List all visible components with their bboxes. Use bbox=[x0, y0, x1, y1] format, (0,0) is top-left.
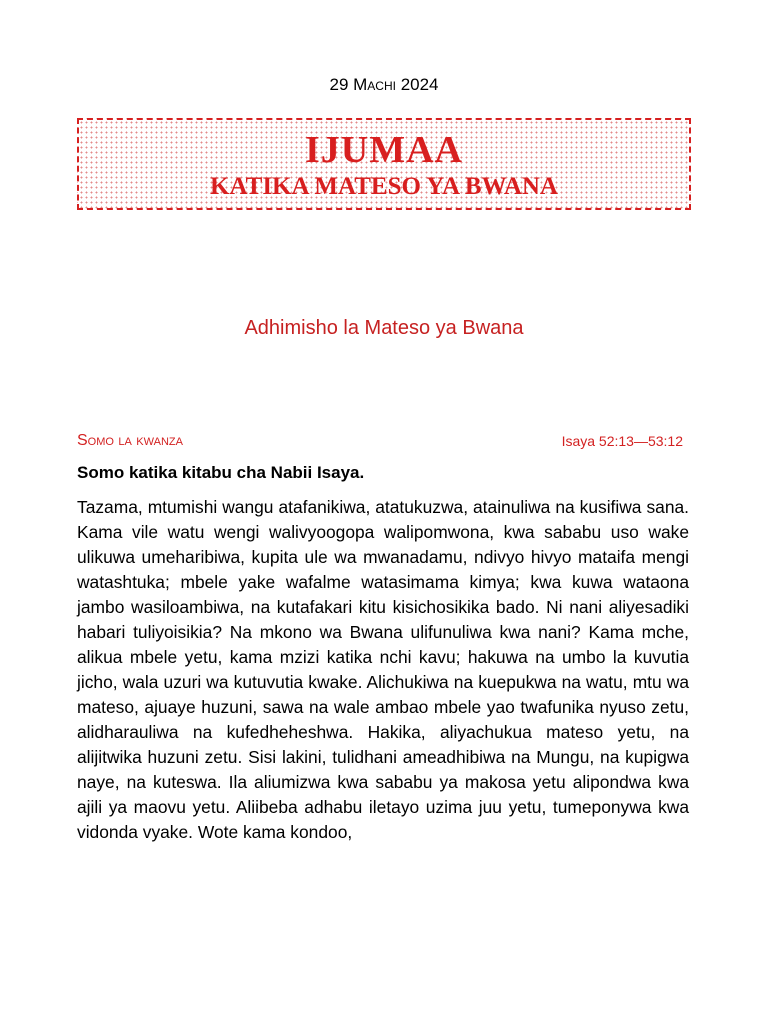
page-title: IJUMAA bbox=[305, 129, 463, 171]
page-subtitle: KATIKA MATESO YA BWANA bbox=[210, 173, 558, 200]
date-day: 29 bbox=[329, 75, 349, 94]
title-box bbox=[77, 118, 691, 210]
reading-intro: Somo katika kitabu cha Nabii Isaya. bbox=[77, 463, 365, 482]
reading-reference: Isaya 52:13—53:12 bbox=[561, 433, 683, 449]
reading-body: Tazama, mtumishi wangu atafanikiwa, atatukuzwa, atainuliwa na kusifiwa sana. Kama vile watu wengi walivyoogopa walipomwona, kwa sababu uso wake ulikuwa umeharibiwa, kupita ule wa mwanadamu, ndivyo hivyo mataifa mengi watashtuka; mbele yake wafalme watasimama kimya; kwa kuwa wataona jambo wasiloambiwa, na kutafakari kitu kisichosikika bado. Ni nani aliyesadiki habari tuliyoisikia? Na mkono wa Bwana ulifunuliwa kwa nani? Kama mche, alikua mbele yetu, kama mzizi katika nchi kavu; hakuwa na umbo la kuvutia jicho, wala uzuri wa kutuvutia kwake. Alichukiwa na kuepukwa na watu, mtu wa mateso, ajuaye huzuni, sawa na wale ambao mbele yao twafunika nyuso zetu, alidharauliwa na kufedheheshwa. Hakika, aliyachukua mateso yetu, na alijitwika huzuni zetu. Sisi lakini, tulidhani ameadhibiwa na Mungu, na kupigwa naye, na kuteswa. Ila aliumizwa kwa sababu ya makosa yetu alipondwa kwa ajili ya maovu yetu. Aliibeba adhabu iletayo uzima juu yetu, tumeponywa kwa vidonda vyake. Wote kama kondoo, bbox=[77, 497, 689, 842]
reading-label: Somo la kwanza bbox=[77, 432, 183, 449]
celebration-heading: Adhimisho la Mateso ya Bwana bbox=[244, 317, 524, 339]
date-month-year: Machi 2024 bbox=[353, 75, 439, 94]
date-line bbox=[0, 75, 768, 95]
